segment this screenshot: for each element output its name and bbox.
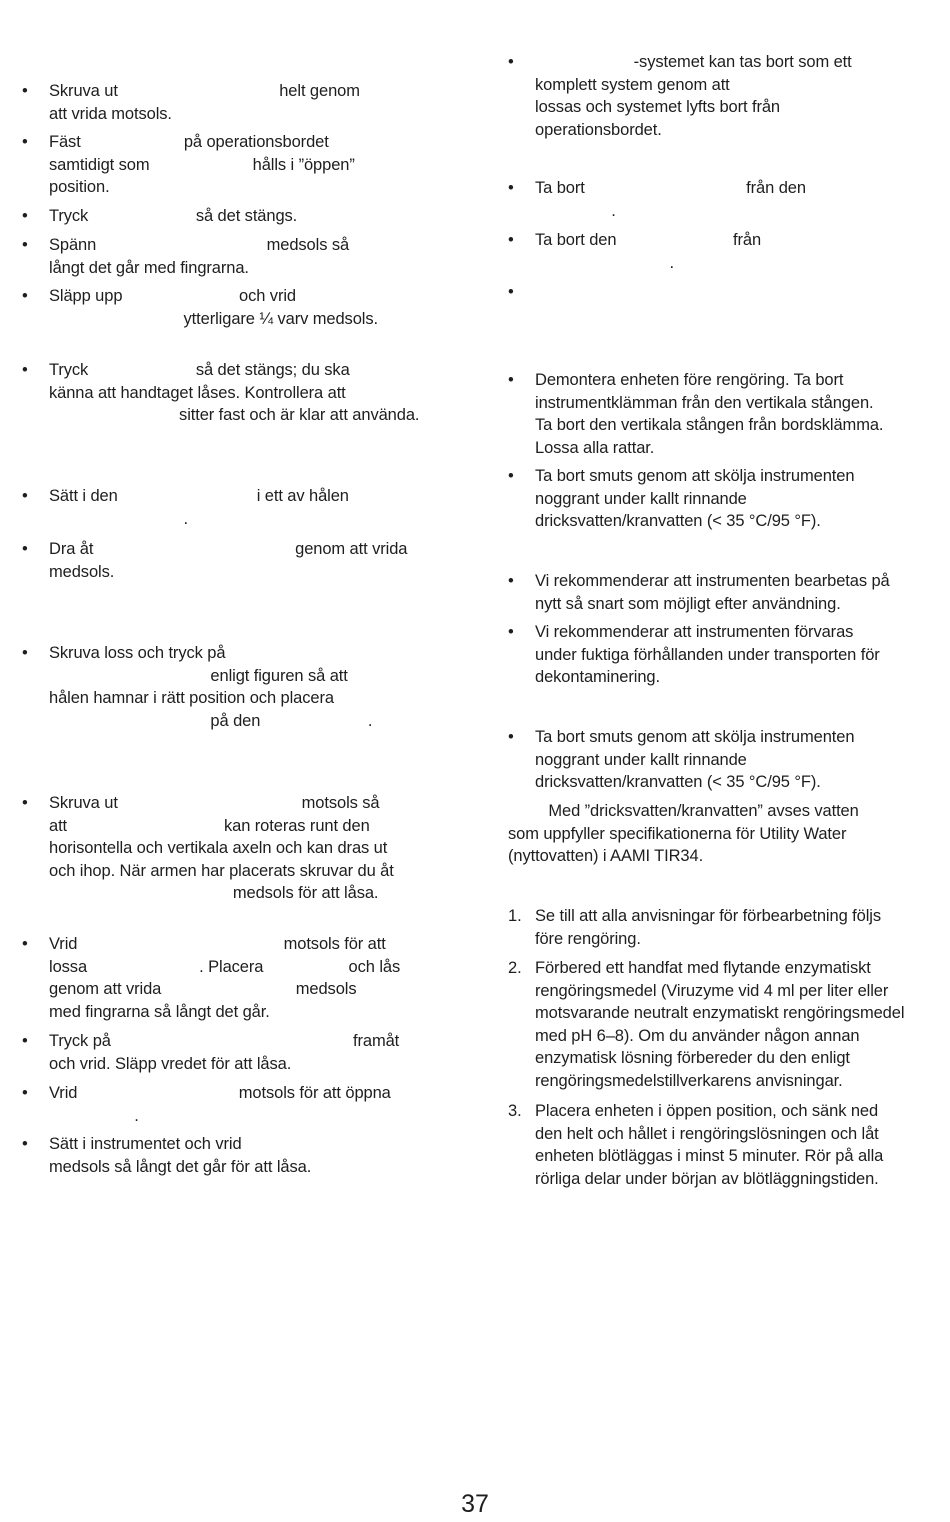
text-line: motsvarande neutralt enzymatiskt rengöringsmedel (535, 1004, 905, 1023)
text-line: . (49, 509, 189, 528)
bullet-marker: • (22, 487, 28, 505)
text-line: och vrid. Släpp vredet för att låsa. (49, 1054, 292, 1073)
bullet-marker: • (22, 1135, 28, 1153)
bullet-marker: • (22, 82, 28, 100)
text-line: Sätt i instrumentet och vrid (49, 1135, 242, 1153)
text-line: komplett system genom att (535, 75, 730, 94)
bullet-marker: • (22, 287, 28, 305)
text-line: långt det går med fingrarna. (49, 258, 249, 277)
text-line: Spänn medsols så (49, 236, 350, 254)
text-line: noggrant under kallt rinnande (535, 750, 747, 769)
bullet-marker: • (508, 179, 514, 197)
bullet-marker: • (508, 728, 514, 746)
text-line: enzymatisk lösning förbereder du den enligt (535, 1049, 850, 1068)
step-number: 1. (508, 907, 522, 925)
text-line: Se till att alla anvisningar för förbearbetning följs (535, 907, 881, 925)
text-line: att kan roteras runt den (49, 816, 370, 835)
bullet-marker: • (22, 361, 28, 379)
text-line: Vrid motsols för att öppna (49, 1084, 391, 1102)
text-line: dricksvatten/kranvatten (< 35 °C/95 °F). (535, 773, 821, 792)
bullet-marker: • (508, 467, 514, 485)
text-line: . (535, 253, 675, 272)
text-line: Ta bort från den (535, 179, 806, 197)
text-line: samtidigt som hålls i ”öppen” (49, 155, 355, 174)
text-line: Ta bort den från (535, 231, 762, 249)
text-line: Dra åt genom att vrida (49, 540, 408, 558)
page-number: 37 (461, 1490, 489, 1518)
text-line: på den . (49, 711, 373, 730)
text-line: ytterligare ¼ varv medsols. (49, 309, 378, 328)
text-line: instrumentklämman från den vertikala stången. (535, 393, 874, 412)
text-line: -systemet kan tas bort som ett (535, 53, 852, 71)
text-line: Förbered ett handfat med flytande enzymatiskt (535, 959, 871, 977)
text-line: . (49, 1106, 139, 1125)
bullet-marker: • (22, 644, 28, 662)
text-line: Vi rekommenderar att instrumenten förvaras (535, 623, 854, 641)
bullet-marker: • (508, 53, 514, 71)
text-line: Ta bort smuts genom att skölja instrumenten (535, 467, 855, 485)
step-number: 2. (508, 959, 522, 977)
text-line: Demontera enheten före rengöring. Ta bort (535, 371, 844, 389)
bullet-marker: • (22, 935, 28, 953)
text-line: Ta bort den vertikala stången från bordsklämma. (535, 416, 884, 435)
text-line: position. (49, 178, 110, 197)
text-line: enheten blötläggas i minst 5 minuter. Rör på alla (535, 1147, 884, 1166)
text-line: noggrant under kallt rinnande (535, 489, 747, 508)
bullet-marker: • (22, 236, 28, 254)
text-line: Ta bort smuts genom att skölja instrumenten (535, 728, 855, 746)
text-line: före rengöring. (535, 929, 641, 948)
text-line: dekontaminering. (535, 668, 660, 687)
text-line: . (535, 201, 616, 220)
text-line: horisontella och vertikala axeln och kan dras ut (49, 839, 388, 858)
text-line: Lossa alla rattar. (535, 438, 655, 457)
bullet-marker: • (508, 283, 514, 301)
text-line: Släpp upp och vrid (49, 287, 296, 305)
text-line: den helt och hållet i rengöringslösningen och låt (535, 1124, 879, 1143)
text-line: lossa . Placera och lås (49, 957, 401, 976)
text-line: Fäst på operationsbordet (49, 133, 329, 151)
bullet-marker: • (22, 133, 28, 151)
text-line: som uppfyller specifikationerna för Utility Water (508, 824, 847, 843)
text-line: känna att handtaget låses. Kontrollera att (49, 383, 346, 402)
text-line: medsols så långt det går för att låsa. (49, 1157, 312, 1176)
text-line: enligt figuren så att (49, 666, 348, 685)
text-line: Skruva ut helt genom (49, 82, 360, 100)
bullet-marker: • (22, 207, 28, 225)
text-line: hålen hamnar i rätt position och placera (49, 689, 334, 708)
text-line: Med ”dricksvatten/kranvatten” avses vatten (508, 802, 859, 820)
bullet-marker: • (508, 231, 514, 249)
text-line: operationsbordet. (535, 120, 662, 139)
text-line: att vrida motsols. (49, 104, 172, 123)
text-line: under fuktiga förhållanden under transporten för (535, 645, 880, 664)
step-number: 3. (508, 1102, 522, 1120)
text-line: Tryck på framåt (49, 1032, 400, 1050)
text-line: Sätt i den i ett av hålen (49, 487, 349, 505)
text-line: rengöringsmedel (Viruzyme vid 4 ml per liter eller (535, 981, 889, 1000)
text-line: och ihop. När armen har placerats skruvar du åt (49, 861, 394, 880)
text-line: medsols för att låsa. (49, 884, 379, 903)
text-line: sitter fast och är klar att använda. (49, 406, 420, 425)
bullet-marker: • (508, 371, 514, 389)
text-line: rengöringsmedelstillverkarens anvisningar. (535, 1071, 843, 1090)
text-line: lossas och systemet lyfts bort från (535, 98, 781, 117)
bullet-marker: • (508, 572, 514, 590)
text-line: rörliga delar under början av blötläggningstiden. (535, 1169, 879, 1188)
text-line: Skruva ut motsols så (49, 794, 380, 812)
bullet-marker: • (22, 1084, 28, 1102)
text-line: medsols. (49, 562, 115, 581)
text-line: genom att vrida medsols (49, 980, 357, 999)
note-paragraph (508, 800, 948, 868)
bullet-marker: • (22, 540, 28, 558)
bullet-marker: • (22, 794, 28, 812)
text-line: Placera enheten i öppen position, och sänk ned (535, 1102, 879, 1120)
text-line: Vi rekommenderar att instrumenten bearbetas på (535, 572, 890, 590)
text-line: med fingrarna så långt det går. (49, 1002, 270, 1021)
text-line: (nyttovatten) i AAMI TIR34. (508, 847, 704, 866)
bullet-marker: • (22, 1032, 28, 1050)
text-line: dricksvatten/kranvatten (< 35 °C/95 °F). (535, 512, 821, 531)
text-line: Tryck så det stängs; du ska (49, 361, 350, 379)
text-line: nytt så snart som möjligt efter användning. (535, 594, 841, 613)
text-line: Skruva loss och tryck på (49, 644, 226, 662)
text-line: Tryck så det stängs. (49, 207, 298, 225)
bullet-marker: • (508, 623, 514, 641)
text-line: med pH 6–8). Om du använder någon annan (535, 1026, 860, 1045)
text-line: Vrid motsols för att (49, 935, 386, 953)
